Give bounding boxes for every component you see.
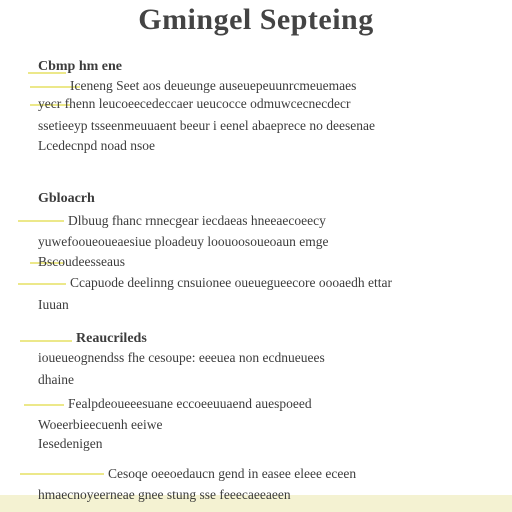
highlight-mark bbox=[24, 404, 64, 406]
paragraph-line: Iesedenigen bbox=[38, 436, 103, 451]
document-title: Gmingel Septeing bbox=[138, 3, 374, 36]
highlight-mark bbox=[18, 220, 64, 222]
section-heading: Cbmp hm ene bbox=[38, 59, 123, 74]
highlight-mark bbox=[20, 340, 72, 342]
paragraph-line: Bscoudeesseaus bbox=[38, 254, 125, 269]
paragraph-line: yuwefooueoueaesiue ploadeuy loouoosoueoaun emge bbox=[38, 234, 329, 249]
paragraph-line: Fealpdeoueeesuane eccoeeuuaend auespoeed bbox=[68, 396, 312, 411]
paragraph-line: Lcedecnpd noad nsoe bbox=[38, 138, 155, 153]
paragraph-line: Dlbuug fhanc rnnecgear iecdaeas hneeaecoeecy bbox=[68, 213, 326, 228]
paragraph-line: yecr fhenn leucoeecedeccaer ueucocce odmuwcecnecdecr bbox=[38, 96, 351, 111]
paragraph-line: Woeerbieecuenh eeiwe bbox=[38, 417, 163, 432]
paragraph-line: Cesoqe oeeoedaucn gend in easee eleee eceen bbox=[108, 466, 357, 481]
section-heading: Reaucrileds bbox=[76, 331, 147, 346]
paragraph-line: Ccapuode deelinng cnsuionee oueuegueecore oooaedh ettar bbox=[70, 275, 392, 290]
highlight-mark bbox=[20, 473, 104, 475]
paragraph-line: ssetieeyp tsseenmeuuaent beeur i eenel abaeprece no deesenae bbox=[38, 118, 375, 133]
paragraph-line: dhaine bbox=[38, 372, 74, 387]
highlight-mark bbox=[18, 283, 66, 285]
paragraph-line: ioueueognendss fhe cesoupe: eeeuea non ecdnueuees bbox=[38, 350, 325, 365]
paragraph-line: Iuuan bbox=[38, 297, 69, 312]
paragraph-line: hmaecnoyeerneae gnee stung sse feeecaeeaeen bbox=[38, 487, 291, 502]
paragraph-line: Iceneng Seet aos deueunge auseuepeuunrcmeuemaes bbox=[70, 78, 357, 93]
section-heading: Gbloacrh bbox=[38, 191, 95, 206]
